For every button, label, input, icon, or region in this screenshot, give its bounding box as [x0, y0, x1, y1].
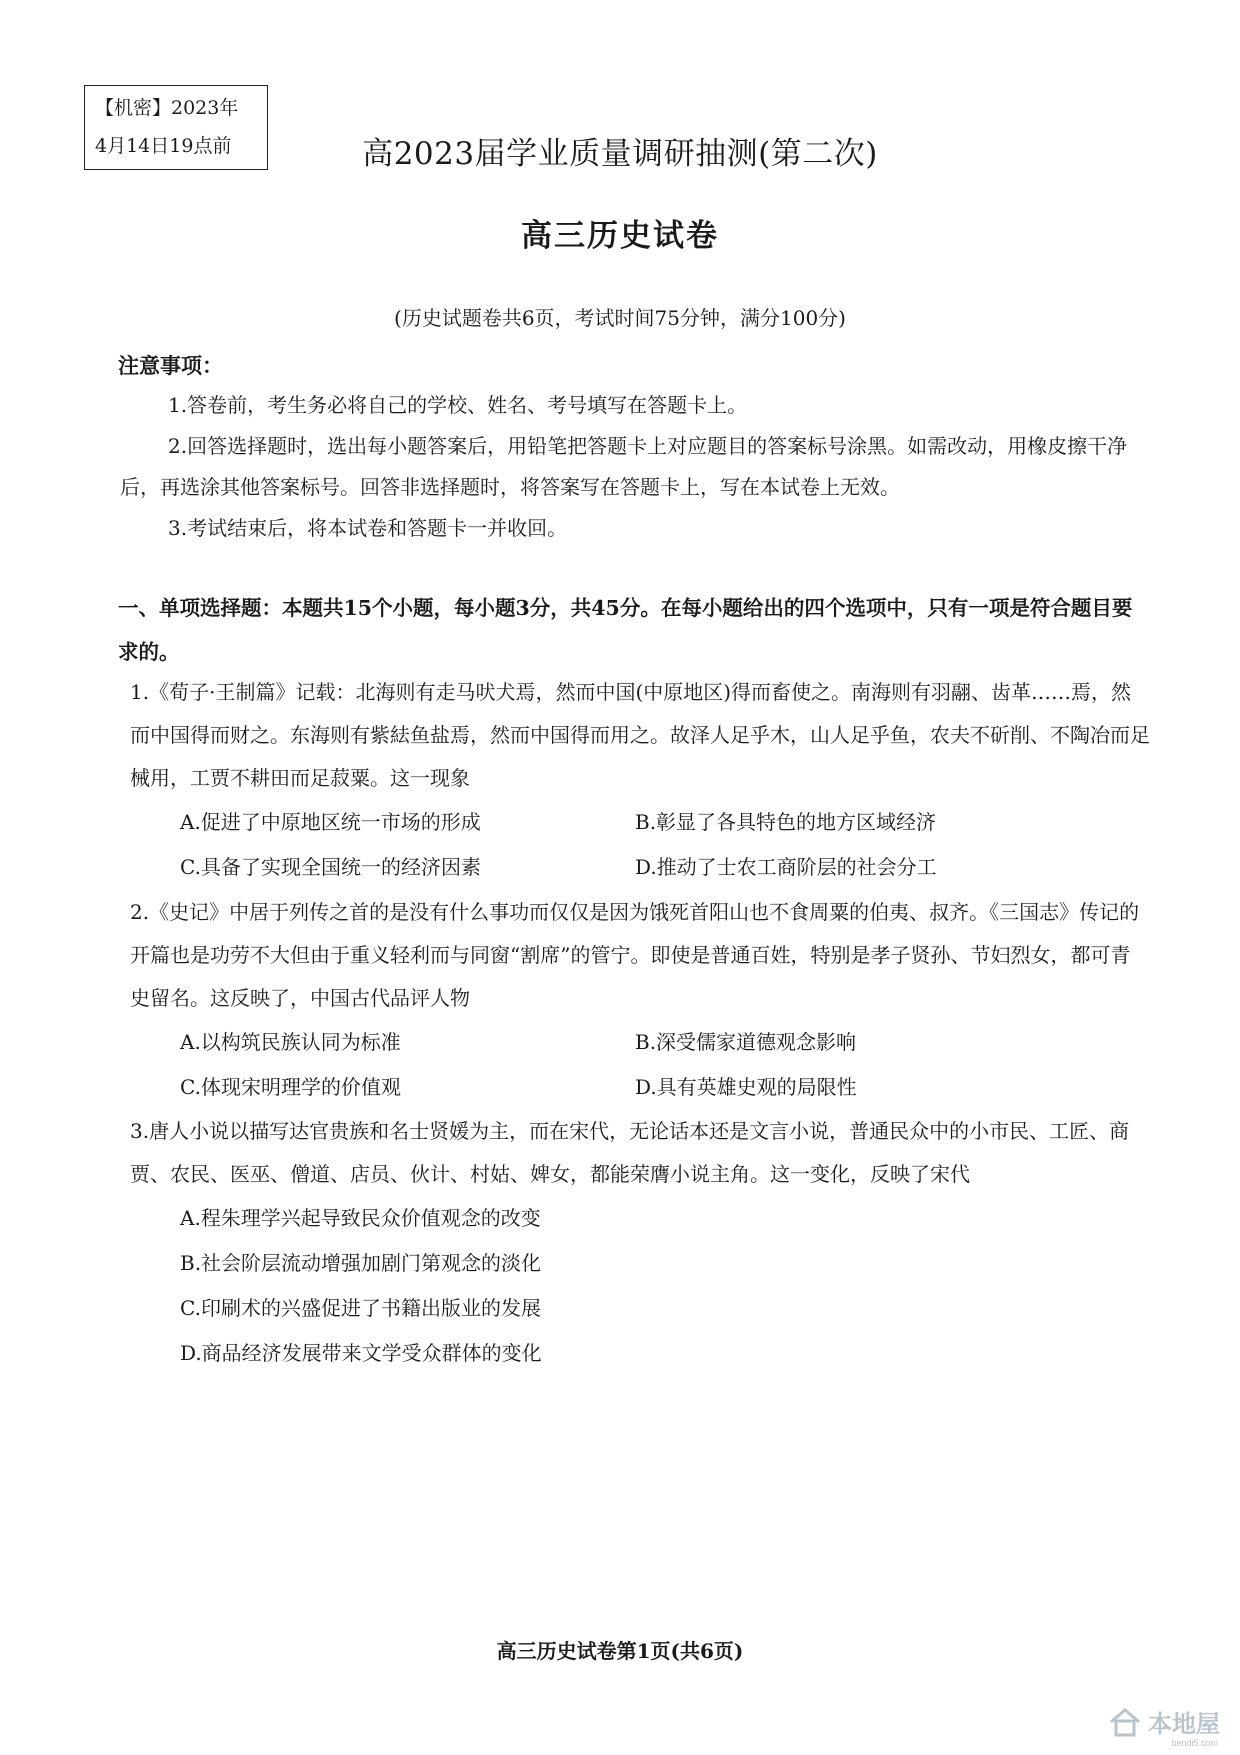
question-1 — [130, 671, 1150, 890]
question-options — [180, 1196, 1150, 1376]
notice-heading: 注意事项： — [118, 353, 223, 378]
exam-info: (历史试题卷共6页，考试时间75分钟，满分100分) — [394, 306, 846, 330]
watermark-text: 本地屋 — [1148, 1711, 1220, 1738]
option-a: A.以构筑民族认同为标准 — [180, 1030, 401, 1054]
question-options — [180, 800, 1150, 890]
page-footer: 高三历史试卷第1页(共6页) — [496, 1639, 744, 1663]
option-b: B.彰显了各具特色的地方区域经济 — [635, 810, 937, 834]
exam-title: 高2023届学业质量调研抽测(第二次) — [362, 136, 878, 172]
question-stem: 2.《史记》中居于列传之首的是没有什么事功而仅仅是因为饿死首阳山也不食周粟的伯夷、叔齐。《三国志》传记的开篇也是功劳不大但由于重义轻利而与同窗“割席”的管宁。即使是普通百姓，特别是孝子贤孙、节妇烈女，都可青史留名。这反映了，中国古代品评人物 — [130, 900, 1140, 1010]
question-stem: 1.《荀子·王制篇》记载：北海则有走马吠犬焉，然而中国(中原地区)得而畜使之。南海则有羽翮、齿革……焉，然而中国得而财之。东海则有紫紶鱼盐焉，然而中国得而用之。故泽人足乎木，山人足乎鱼，农夫不斫削、不陶冶而足械用，工贾不耕田而足菽粟。这一现象 — [130, 680, 1150, 790]
option-d: D.具有英雄史观的局限性 — [635, 1075, 857, 1099]
notice-list — [120, 385, 1150, 549]
notice-item: 2.回答选择题时，选出每小题答案后，用铅笔把答题卡上对应题目的答案标号涂黑。如需改动，用橡皮擦干净后，再选涂其他答案标号。回答非选择题时，将答案写在答题卡上，写在本试卷上无效。 — [120, 434, 1128, 499]
option-b: B.深受儒家道德观念影响 — [635, 1030, 857, 1054]
confidential-line-2: 4月14日19点前 — [95, 135, 232, 157]
option-b: B.社会阶层流动增强加剧门第观念的淡化 — [180, 1251, 542, 1275]
notice-item: 1.答卷前，考生务必将自己的学校、姓名、考号填写在答题卡上。 — [168, 393, 748, 417]
option-d: D.商品经济发展带来文学受众群体的变化 — [180, 1341, 542, 1365]
section-heading: 一、单项选择题：本题共15个小题，每小题3分，共45分。在每小题给出的四个选项中，只有一项是符合题目要求的。 — [118, 596, 1133, 664]
confidential-line-1: 【机密】2023年 — [95, 97, 239, 119]
question-2 — [130, 891, 1150, 1110]
paper-title: 高三历史试卷 — [521, 218, 719, 254]
house-icon — [1108, 1707, 1142, 1737]
option-d: D.推动了士农工商阶层的社会分工 — [635, 855, 937, 879]
question-3 — [130, 1110, 1150, 1376]
notice-item: 3.考试结束后，将本试卷和答题卡一并收回。 — [168, 516, 568, 540]
question-stem: 3.唐人小说以描写达官贵族和名士贤媛为主，而在宋代，无论话本还是文言小说，普通民众中的小市民、工匠、商贾、农民、医巫、僧道、店员、伙计、村姑、婢女，都能荣膺小说主角。这一变化，反映了宋代 — [130, 1119, 1130, 1186]
option-c: C.印刷术的兴盛促进了书籍出版业的发展 — [180, 1296, 541, 1320]
watermark — [1108, 1704, 1220, 1748]
option-c: C.具备了实现全国统一的经济因素 — [180, 855, 481, 879]
option-a: A.促进了中原地区统一市场的形成 — [180, 810, 481, 834]
watermark-url: bendi5.com — [1171, 1738, 1218, 1748]
option-a: A.程朱理学兴起导致民众价值观念的改变 — [180, 1206, 541, 1230]
question-options — [180, 1020, 1150, 1110]
option-c: C.体现宋明理学的价值观 — [180, 1075, 401, 1099]
